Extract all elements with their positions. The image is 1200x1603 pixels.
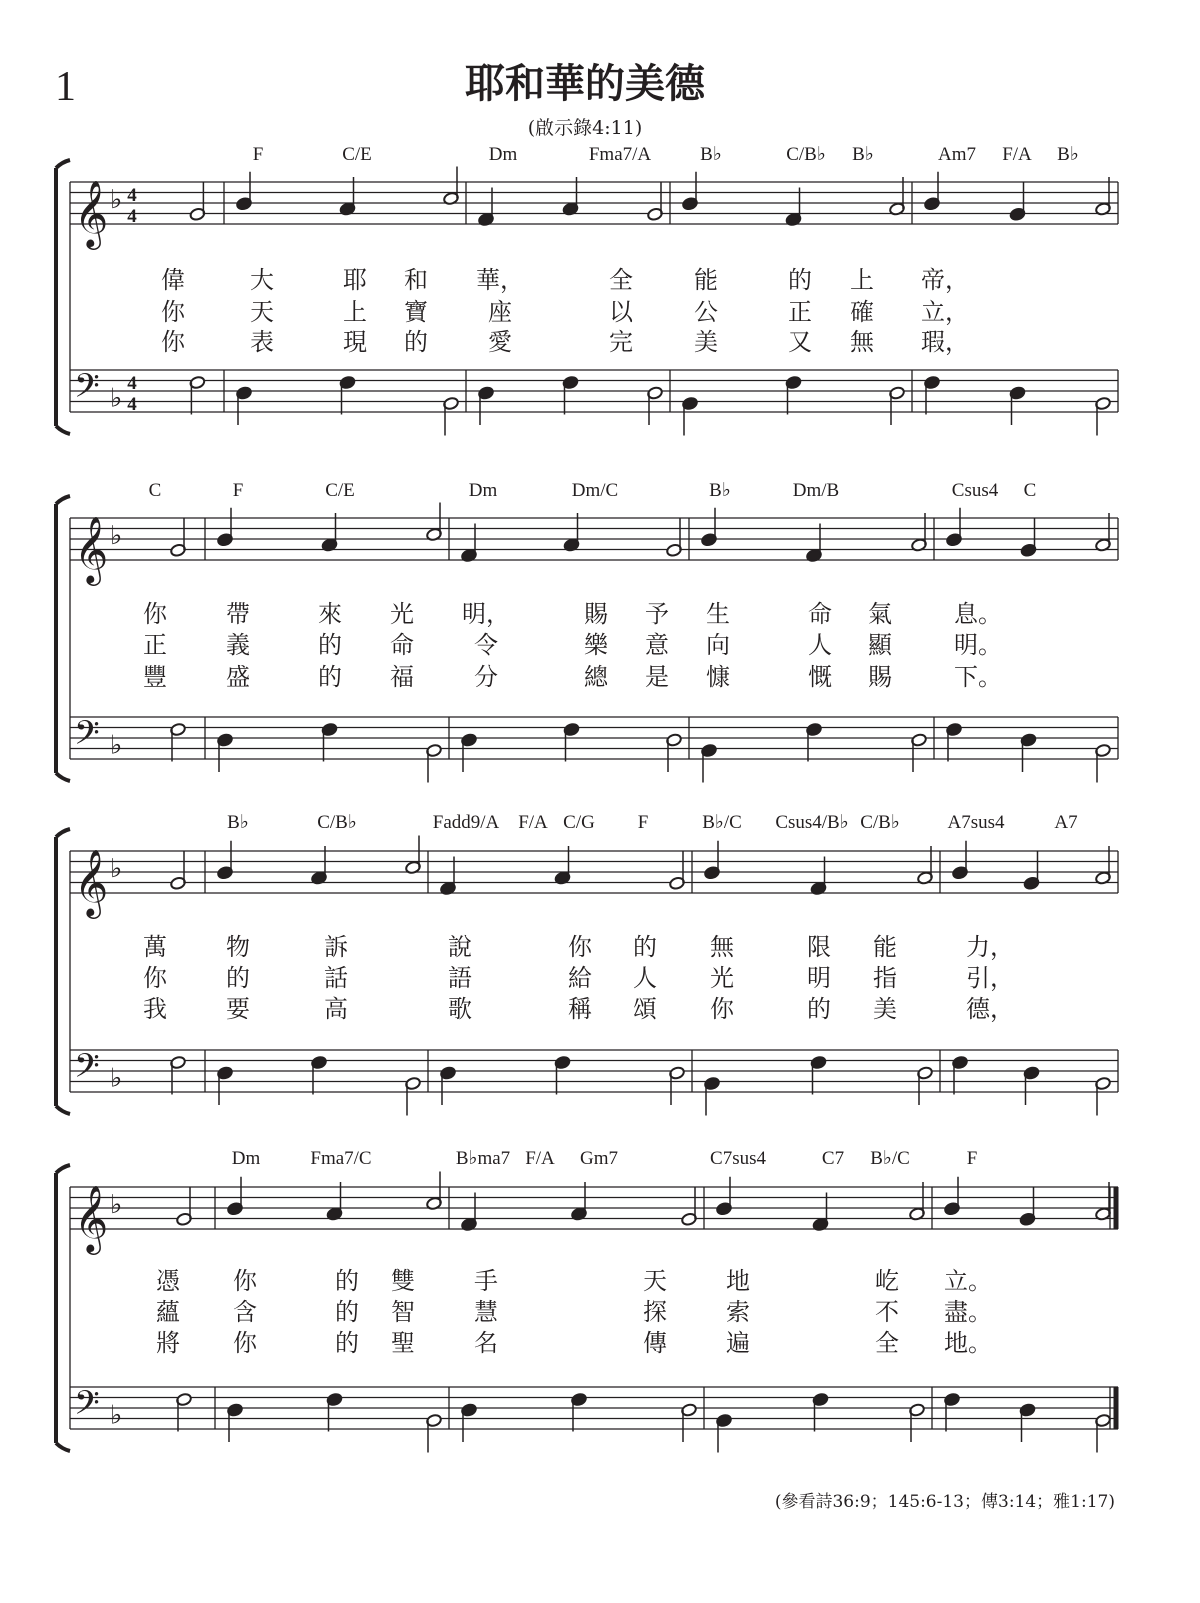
treble-staff xyxy=(70,179,1118,250)
lyric-verse-2: 以 xyxy=(609,298,633,326)
lyric-verse-2: 引， xyxy=(966,964,1014,992)
lyric-verse-3: 瑕， xyxy=(921,328,969,356)
treble-clef-icon: 𝄞 xyxy=(74,515,109,583)
lyric-verse-2: 天 xyxy=(250,298,274,326)
flat-key-signature-icon: ♭ xyxy=(110,1190,123,1220)
bass-clef-icon: 𝄢 xyxy=(74,367,100,414)
system-bracket xyxy=(56,496,70,781)
lyric-verse-2: 不 xyxy=(875,1298,899,1326)
lyric-verse-1: 帝， xyxy=(921,266,969,294)
lyric-verse-1: 訴 xyxy=(324,933,348,961)
chord-symbol: B♭ xyxy=(852,144,874,165)
lyric-verse-1: 你 xyxy=(233,1267,257,1295)
lyric-verse-3: 你 xyxy=(161,328,185,356)
lyric-verse-1: 賜 xyxy=(584,600,608,628)
lyric-verse-2: 含 xyxy=(233,1298,257,1326)
time-signature-bottom: 4 xyxy=(127,394,137,415)
flat-key-signature-icon: ♭ xyxy=(110,383,123,414)
lyric-verse-3: 名 xyxy=(474,1329,498,1357)
lyric-verse-2: 語 xyxy=(448,964,472,992)
lyric-verse-2: 盡。 xyxy=(944,1298,992,1326)
lyric-verse-2: 公 xyxy=(694,298,718,326)
system-bracket xyxy=(56,1165,70,1451)
lyric-verse-3: 美 xyxy=(873,995,897,1023)
chord-symbol: A7 xyxy=(1054,812,1078,833)
lyric-verse-1: 大 xyxy=(250,266,274,294)
lyric-verse-1: 命 xyxy=(808,600,832,628)
lyric-verse-2: 你 xyxy=(143,964,167,992)
lyric-verse-3: 表 xyxy=(250,328,274,356)
lyric-verse-2: 光 xyxy=(710,964,734,992)
flat-key-signature-icon: ♭ xyxy=(110,1400,123,1431)
lyric-verse-1: 偉 xyxy=(161,266,185,294)
chord-symbol: B♭ma7 xyxy=(455,1148,511,1169)
chord-symbol: Dm/C xyxy=(571,480,619,501)
lyric-verse-1: 說 xyxy=(448,933,472,961)
flat-key-signature-icon: ♭ xyxy=(110,730,123,761)
bass-staff xyxy=(70,368,1118,414)
lyric-verse-2: 確 xyxy=(850,298,874,326)
chord-symbol: Csus4 xyxy=(951,480,999,501)
lyric-verse-1: 無 xyxy=(710,933,734,961)
lyric-verse-2: 蘊 xyxy=(156,1298,180,1326)
lyric-verse-3: 美 xyxy=(694,328,718,356)
lyric-verse-3: 分 xyxy=(474,663,498,691)
lyric-verse-1: 予 xyxy=(645,600,669,628)
chord-symbol: Am7 xyxy=(938,144,976,165)
lyric-verse-3: 地。 xyxy=(944,1329,992,1357)
chord-symbol: Dm xyxy=(468,480,498,501)
lyric-verse-3: 高 xyxy=(324,995,348,1023)
lyric-verse-3: 全 xyxy=(875,1329,899,1357)
chord-symbol: Gm7 xyxy=(580,1148,618,1169)
lyric-verse-1: 耶 xyxy=(343,266,367,294)
chord-symbol: B♭ xyxy=(709,480,731,501)
lyric-verse-2: 人 xyxy=(633,964,657,992)
chord-symbol: Fadd9/A xyxy=(432,812,500,833)
hymn-number: 1 xyxy=(55,64,76,110)
lyric-verse-3: 頌 xyxy=(633,995,657,1023)
lyric-verse-1: 你 xyxy=(568,933,592,961)
lyric-verse-1: 限 xyxy=(807,933,831,961)
chord-symbol: B♭ xyxy=(700,144,722,165)
system-2 xyxy=(56,480,1118,783)
lyric-verse-2: 正 xyxy=(143,631,167,659)
lyric-verse-1: 憑 xyxy=(156,1267,180,1295)
bass-staff xyxy=(70,1385,1118,1431)
lyric-verse-1: 生 xyxy=(706,600,730,628)
lyric-verse-3: 的 xyxy=(807,995,831,1023)
lyric-verse-1: 手 xyxy=(474,1267,498,1295)
lyric-verse-3: 賜 xyxy=(868,663,892,691)
lyric-verse-2: 正 xyxy=(788,298,812,326)
lyric-verse-2: 上 xyxy=(343,298,367,326)
lyric-verse-3: 的 xyxy=(404,328,428,356)
time-signature-bottom: 4 xyxy=(127,206,137,227)
flat-key-signature-icon: ♭ xyxy=(110,1063,123,1094)
chord-symbol: C/E xyxy=(342,144,372,165)
lyric-verse-2: 指 xyxy=(873,964,897,992)
lyric-verse-3: 慨 xyxy=(808,663,832,691)
lyric-verse-1: 雙 xyxy=(391,1267,415,1295)
lyric-verse-3: 稱 xyxy=(568,995,592,1023)
chord-symbol: F xyxy=(232,480,244,501)
lyric-verse-3: 的 xyxy=(335,1329,359,1357)
lyric-verse-3: 聖 xyxy=(391,1329,415,1357)
chord-symbol: Dm/B xyxy=(792,480,840,501)
lyric-verse-3: 我 xyxy=(143,995,167,1023)
lyric-verse-3: 遍 xyxy=(726,1329,750,1357)
system-bracket xyxy=(56,829,70,1114)
chord-symbol: F/A xyxy=(1002,144,1032,165)
treble-clef-icon: 𝄞 xyxy=(74,848,109,916)
chord-symbol: C xyxy=(148,480,162,501)
lyric-verse-1: 來 xyxy=(318,600,342,628)
chord-symbol: F xyxy=(966,1148,978,1169)
lyric-verse-2: 意 xyxy=(645,631,669,659)
lyric-verse-3: 的 xyxy=(318,663,342,691)
lyric-verse-3: 要 xyxy=(226,995,250,1023)
lyric-verse-2: 向 xyxy=(706,631,730,659)
chord-symbol: B♭ xyxy=(1057,144,1079,165)
lyric-verse-2: 的 xyxy=(335,1298,359,1326)
lyric-verse-2: 樂 xyxy=(584,631,608,659)
lyric-verse-1: 物 xyxy=(226,933,250,961)
chord-symbol: C/B♭ xyxy=(786,144,826,165)
system-1 xyxy=(56,144,1118,436)
chord-symbol: B♭ xyxy=(227,812,249,833)
treble-clef-icon: 𝄞 xyxy=(74,1184,109,1252)
lyric-verse-3: 歌 xyxy=(448,995,472,1023)
flat-key-signature-icon: ♭ xyxy=(110,854,123,884)
lyric-verse-2: 的 xyxy=(318,631,342,659)
lyric-verse-2: 你 xyxy=(161,298,185,326)
lyric-verse-2: 明。 xyxy=(954,631,1002,659)
lyric-verse-2: 話 xyxy=(324,964,348,992)
lyric-verse-2: 命 xyxy=(390,631,414,659)
lyric-verse-1: 能 xyxy=(694,266,718,294)
treble-clef-icon: 𝄞 xyxy=(74,179,109,247)
scripture-reference: (啟示錄4:11) xyxy=(527,117,643,139)
lyric-verse-3: 總 xyxy=(584,663,608,691)
chord-symbol: Dm xyxy=(231,1148,261,1169)
chord-symbol: Csus4/B♭ xyxy=(775,812,849,833)
lyric-verse-3: 現 xyxy=(343,328,367,356)
lyric-verse-2: 寶 xyxy=(404,298,428,326)
flat-key-signature-icon: ♭ xyxy=(110,521,123,551)
lyric-verse-3: 完 xyxy=(609,328,633,356)
lyric-verse-3: 盛 xyxy=(226,663,250,691)
lyric-verse-3: 豐 xyxy=(143,663,167,691)
lyric-verse-1: 立。 xyxy=(944,1267,992,1295)
lyric-verse-3: 德， xyxy=(966,995,1014,1023)
lyric-verse-2: 的 xyxy=(226,964,250,992)
lyric-verse-1: 的 xyxy=(633,933,657,961)
lyric-verse-2: 智 xyxy=(391,1298,415,1326)
lyric-verse-3: 是 xyxy=(645,663,669,691)
lyric-verse-1: 的 xyxy=(335,1267,359,1295)
chord-symbol: B♭/C xyxy=(870,1148,910,1169)
flat-key-signature-icon: ♭ xyxy=(110,185,123,215)
lyric-verse-1: 和 xyxy=(404,266,428,294)
lyric-verse-2: 人 xyxy=(808,631,832,659)
lyric-verse-3: 愛 xyxy=(488,328,512,356)
lyric-verse-1: 華， xyxy=(476,266,524,294)
chord-symbol: C xyxy=(1023,480,1037,501)
chord-symbol: Fma7/C xyxy=(310,1148,372,1169)
system-bracket xyxy=(56,160,70,434)
lyric-verse-2: 慧 xyxy=(474,1298,498,1326)
lyric-verse-1: 屹 xyxy=(875,1267,899,1295)
lyric-verse-2: 令 xyxy=(474,631,498,659)
lyric-verse-1: 的 xyxy=(788,266,812,294)
lyric-verse-1: 力， xyxy=(966,933,1014,961)
lyric-verse-1: 能 xyxy=(873,933,897,961)
lyric-verse-2: 立， xyxy=(921,298,969,326)
lyric-verse-1: 息。 xyxy=(954,600,1002,628)
chord-symbol: Dm xyxy=(488,144,518,165)
lyric-verse-1: 天 xyxy=(643,1267,667,1295)
chord-symbol: C/G xyxy=(563,812,595,833)
hymn-title: 耶和華的美德 xyxy=(465,60,705,107)
lyric-verse-3: 將 xyxy=(156,1329,180,1357)
chord-symbol: B♭/C xyxy=(702,812,742,833)
lyric-verse-3: 慷 xyxy=(706,663,730,691)
lyric-verse-3: 無 xyxy=(850,328,874,356)
treble-staff xyxy=(70,515,1118,586)
chord-symbol: C/B♭ xyxy=(317,812,357,833)
treble-staff xyxy=(70,848,1118,919)
lyric-verse-1: 萬 xyxy=(143,933,167,961)
lyric-verse-2: 座 xyxy=(488,298,512,326)
treble-staff xyxy=(70,1184,1118,1255)
chord-symbol: C7sus4 xyxy=(710,1148,766,1169)
lyric-verse-2: 索 xyxy=(726,1298,750,1326)
lyric-verse-2: 探 xyxy=(643,1298,667,1326)
lyric-verse-1: 帶 xyxy=(226,600,250,628)
bass-clef-icon: 𝄢 xyxy=(74,1047,100,1094)
chord-symbol: Fma7/A xyxy=(588,144,652,165)
lyric-verse-3: 傳 xyxy=(643,1329,667,1357)
lyric-verse-3: 福 xyxy=(390,663,414,691)
chord-symbol: A7sus4 xyxy=(947,812,1005,833)
system-3 xyxy=(56,812,1118,1116)
chord-symbol: F xyxy=(637,812,649,833)
chord-symbol: F/A xyxy=(525,1148,555,1169)
lyric-verse-2: 明 xyxy=(807,964,831,992)
chord-symbol: F xyxy=(252,144,264,165)
chord-symbol: C7 xyxy=(821,1148,845,1169)
lyric-verse-1: 你 xyxy=(143,600,167,628)
chord-symbol: F/A xyxy=(518,812,548,833)
lyric-verse-1: 地 xyxy=(726,1267,750,1295)
lyric-verse-2: 給 xyxy=(568,964,592,992)
cross-references: (參看詩36:9；145:6-13；傳3:14；雅1:17) xyxy=(774,1492,1115,1512)
time-signature-top: 4 xyxy=(127,185,137,206)
lyric-verse-1: 全 xyxy=(609,266,633,294)
lyric-verse-3: 你 xyxy=(710,995,734,1023)
lyric-verse-3: 你 xyxy=(233,1329,257,1357)
system-4 xyxy=(56,1148,1118,1453)
chord-symbol: C/E xyxy=(325,480,355,501)
lyric-verse-2: 顯 xyxy=(868,631,892,659)
chord-symbol: C/B♭ xyxy=(860,812,900,833)
bass-clef-icon: 𝄢 xyxy=(74,1384,100,1431)
time-signature-top: 4 xyxy=(127,373,137,394)
lyric-verse-1: 明， xyxy=(462,600,510,628)
bass-clef-icon: 𝄢 xyxy=(74,714,100,761)
lyric-verse-1: 上 xyxy=(850,266,874,294)
lyric-verse-2: 義 xyxy=(226,631,250,659)
lyric-verse-3: 下。 xyxy=(954,663,1002,691)
lyric-verse-1: 氣 xyxy=(868,600,892,628)
lyric-verse-1: 光 xyxy=(390,600,414,628)
lyric-verse-3: 又 xyxy=(788,328,812,356)
